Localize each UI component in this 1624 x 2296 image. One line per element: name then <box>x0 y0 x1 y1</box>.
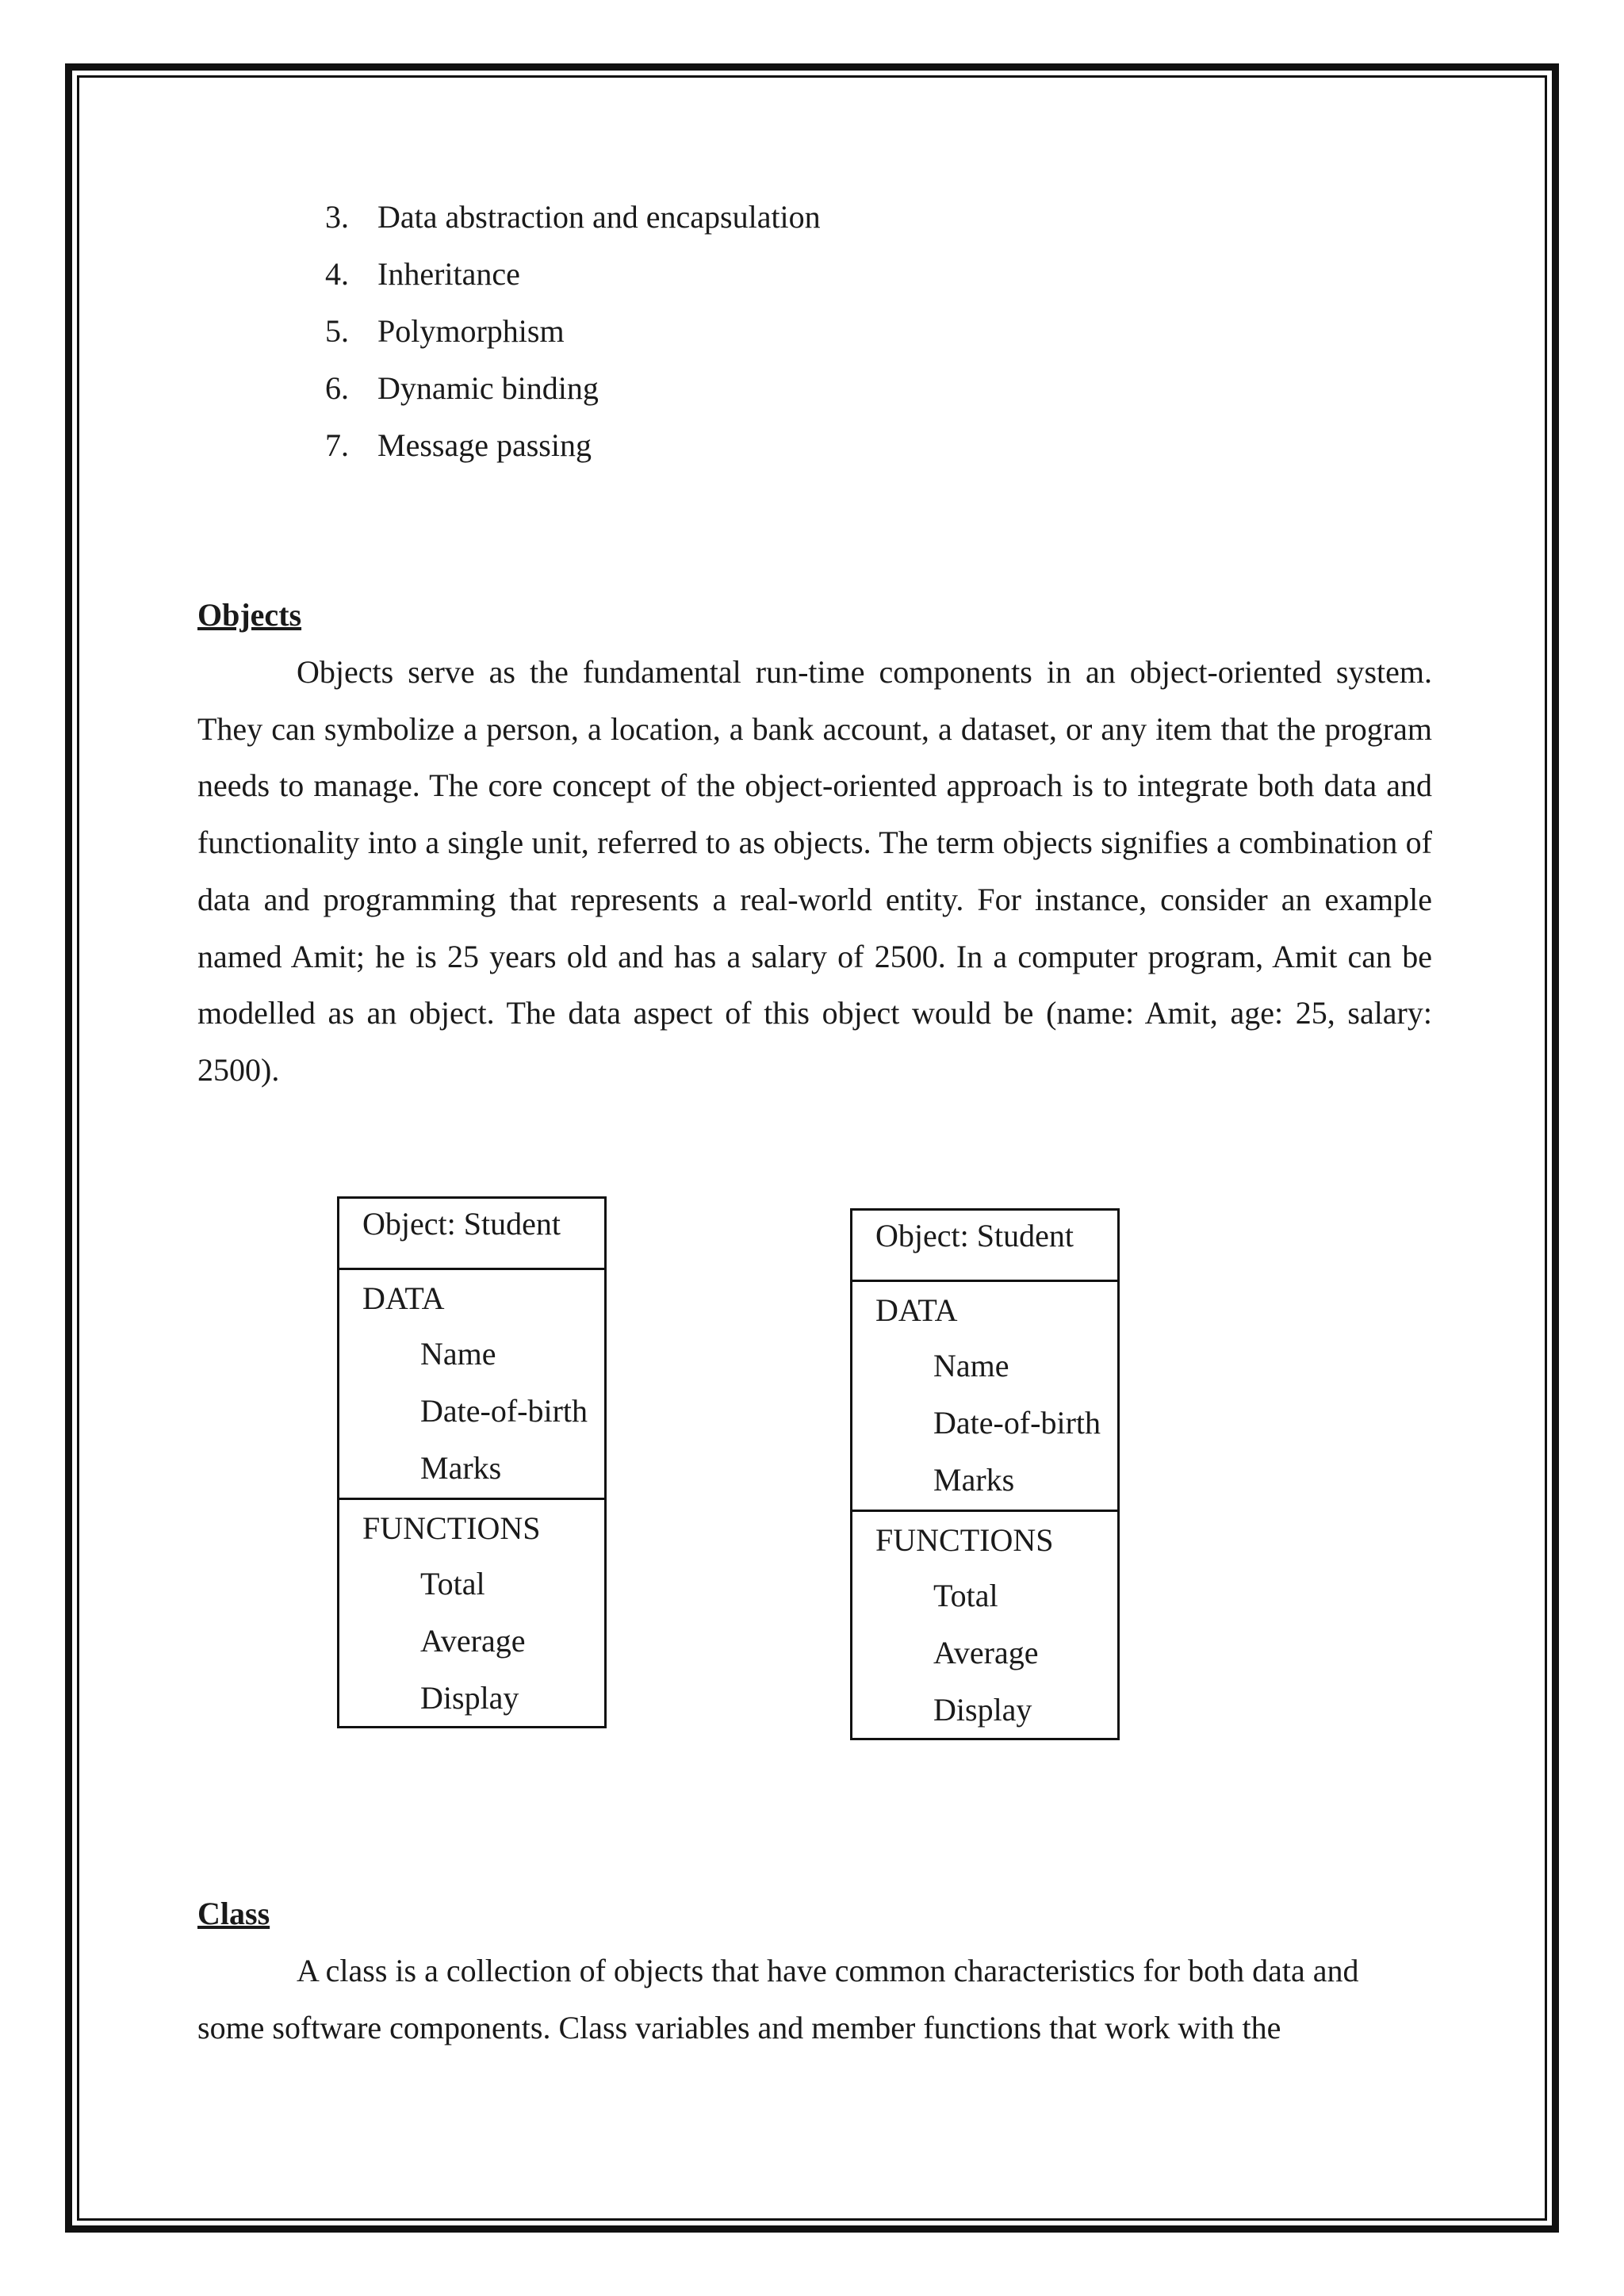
list-item-text: Dynamic binding <box>377 370 599 406</box>
function-item: Average <box>933 1635 1039 1670</box>
list-item-number: 6. <box>325 370 349 406</box>
class-paragraph: A class is a collection of objects that have common characteristics for both data and some software components. Class variables and member functions that work with the <box>197 1953 1359 2045</box>
list-item <box>325 193 821 251</box>
list-item-number: 3. <box>325 199 349 235</box>
object-data-section <box>852 1282 1117 1512</box>
list-item <box>325 422 821 479</box>
function-item: Average <box>420 1623 526 1659</box>
function-item: Display <box>933 1692 1032 1728</box>
objects-paragraph: Objects serve as the fundamental run-time components in an object-oriented system. They can symbolize a person, a location, a bank account, a dataset, or any item that the program needs to manage. The core concept of the object-oriented approach is to integrate both data and functionality into a single unit, referred to as objects. The term objects signifies a combination of data and programming that represents a real-world entity. For instance, consider an example named Amit; he is 25 years old and has a salary of 2500. In a computer program, Amit can be modelled as an object. The data aspect of this object would be (name: Amit, age: 25, salary: 2500). <box>197 654 1432 1088</box>
function-item: Total <box>420 1566 485 1601</box>
data-item: Name <box>420 1336 496 1372</box>
list-item-text: Data abstraction and encapsulation <box>377 199 821 235</box>
data-label: DATA <box>362 1280 445 1316</box>
data-item: Date-of-birth <box>420 1393 588 1429</box>
object-student-box-left <box>337 1196 607 1728</box>
objects-heading: Objects <box>197 597 302 633</box>
list-item <box>325 251 821 308</box>
object-functions-section <box>852 1512 1117 1738</box>
list-item-text: Message passing <box>377 427 592 463</box>
functions-label: FUNCTIONS <box>362 1510 541 1546</box>
object-functions-section <box>339 1500 604 1726</box>
list-item-text: Polymorphism <box>377 313 565 349</box>
data-item: Marks <box>933 1462 1015 1498</box>
list-item-number: 7. <box>325 427 349 463</box>
function-item: Total <box>933 1578 998 1613</box>
data-item: Marks <box>420 1450 502 1486</box>
function-item: Display <box>420 1680 519 1716</box>
data-item: Date-of-birth <box>933 1405 1101 1441</box>
object-box-title: Object: Student <box>852 1211 1117 1282</box>
functions-label: FUNCTIONS <box>875 1522 1054 1558</box>
data-label: DATA <box>875 1292 958 1328</box>
object-data-section <box>339 1270 604 1500</box>
class-heading: Class <box>197 1896 270 1931</box>
feature-list <box>325 193 821 479</box>
object-box-title: Object: Student <box>339 1199 604 1270</box>
list-item <box>325 365 821 422</box>
list-item-number: 5. <box>325 313 349 349</box>
list-item-text: Inheritance <box>377 256 520 292</box>
object-student-box-right <box>850 1208 1120 1740</box>
list-item <box>325 308 821 365</box>
list-item-number: 4. <box>325 256 349 292</box>
data-item: Name <box>933 1348 1009 1383</box>
